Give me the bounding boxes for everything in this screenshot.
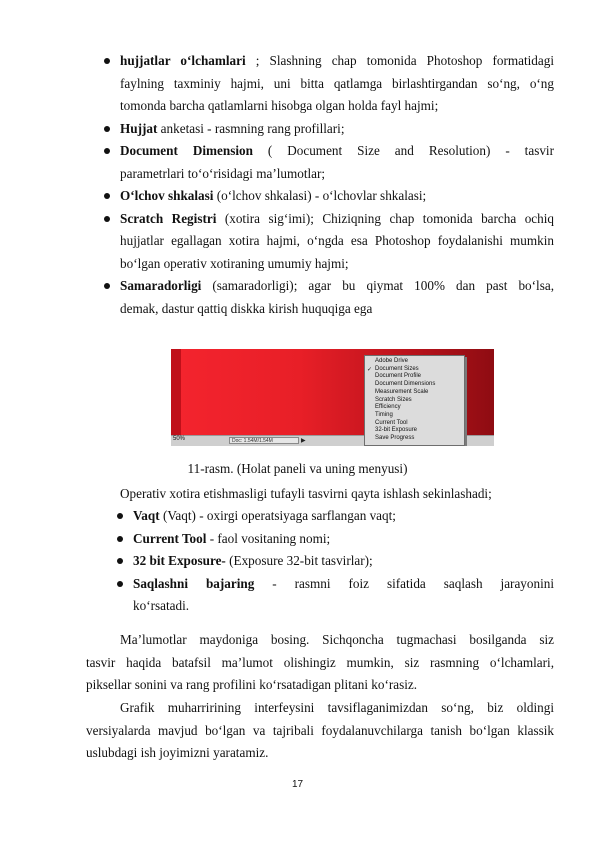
status-bar-screenshot (171, 349, 494, 446)
top-item-text: (xotira sig‘imi); Chiziqning chap tomonida barcha ochiq (216, 210, 554, 226)
bottom-item-text: (Exposure 32-bit tasvirlar); (225, 553, 373, 568)
bullet-dot (104, 58, 110, 64)
menu-item[interactable]: Measurement Scale (375, 388, 429, 395)
top-item-term: O‘lchov shkalasi (120, 188, 214, 203)
bullet-dot (117, 581, 123, 587)
top-item-line (120, 163, 554, 186)
bottom-item-line (133, 550, 554, 573)
bottom-item-term: 32 bit Exposure- (133, 553, 226, 568)
top-item-line (120, 275, 554, 298)
top-item-text: faylning taxminiy hajmi, uni bitta qatlamga birlashtirgandan so‘ng, o‘ng (120, 75, 554, 91)
bullet-dot (104, 148, 110, 154)
status-menu (364, 355, 465, 446)
top-item-term: Hujjat (120, 120, 158, 136)
page-number: 17 (291, 779, 304, 790)
zoom-level: 50% (173, 436, 186, 442)
bottom-item-text: ko‘rsatadi. (133, 598, 190, 613)
menu-item[interactable]: Adobe Drive (375, 358, 409, 364)
paragraph-line: uslubdagi ish joyimizni yaratamiz. (86, 745, 269, 760)
top-item-text: (samaradorligi); agar bu qiymat 100% dan past bo‘lsa, (201, 278, 554, 293)
bullet-dot (117, 536, 123, 542)
figure-caption: 11-rasm. (Holat paneli va uning menyusi) (187, 461, 408, 476)
menu-item[interactable]: Efficiency (375, 404, 401, 411)
top-item-text: ( Document Size and Resolution) - tasvir (252, 143, 554, 158)
top-item-line (120, 208, 554, 231)
top-item-text: (o‘lchov shkalasi) - o‘lchovlar shkalasi; (213, 188, 427, 203)
menu-item[interactable]: Current Tool (375, 419, 408, 426)
top-item-text: tomonda barcha qatlamlarni hisobga olgan holda fayl hajmi; (120, 98, 439, 113)
bullet-dot (104, 193, 110, 199)
paragraph-line: Grafik muharririning interfeysini tavsiflaganimizdan so‘ng, biz oldingi (120, 700, 554, 715)
top-item-term: Document Dimension (120, 143, 253, 158)
bottom-item-term: Vaqt (133, 508, 160, 523)
paragraph-line: piksellar sonini va rang profilini ko‘rsatadigan plitani ko‘rasiz. (86, 677, 418, 692)
arrow-icon: ▶ (301, 437, 306, 444)
top-item-line (120, 73, 554, 96)
menu-item[interactable]: Document Profile (375, 373, 422, 380)
bottom-item-text: - faol vositaning nomi; (206, 530, 331, 546)
bullet-dot (104, 126, 110, 132)
bottom-item-text: (Vaqt) - oxirgi operatsiyaga sarflangan vaqt; (159, 508, 396, 523)
top-item-line (120, 230, 554, 253)
top-item-text: hujjatlar egallagan xotira hajmi, o‘ngda esa Photoshop foydalanishi mumkin (120, 233, 554, 248)
menu-item[interactable]: Document Sizes (375, 365, 419, 372)
top-item-text: bo‘lgan operativ xotiraning umumiy hajmi; (120, 255, 349, 271)
bullet-dot (117, 513, 123, 519)
top-item-term: Samaradorligi (120, 278, 202, 293)
top-item-line (120, 185, 554, 208)
bullet-dot (104, 283, 110, 289)
top-item-text: parametrlari to‘o‘risidagi ma’lumotlar; (120, 165, 326, 181)
top-item-text: ; Slashning chap tomonida Photoshop formatidagi (245, 53, 555, 68)
doc-size-field: Doc: 1.54M/1.54M (229, 437, 299, 444)
top-item-text: demak, dastur qattiq diskka kirish huquqiga ega (120, 300, 373, 316)
bottom-item-line (133, 528, 554, 551)
check-icon: ✓ (367, 365, 373, 373)
bullet-dot (104, 216, 110, 222)
menu-item[interactable]: Scratch Sizes (375, 396, 412, 403)
paragraph-line: versiyalarda mavjud bo‘lgan va tajribali foydalanuvchilarga tanish bo‘lgan klassik (86, 722, 554, 738)
menu-item[interactable]: Timing (375, 411, 393, 418)
bottom-item-line (133, 573, 554, 596)
paragraph-line: Ma’lumotlar maydoniga bosing. Sichqoncha tugmachasi bosilganda siz (120, 632, 554, 647)
top-item-term: hujjatlar o‘lchamlari (120, 53, 246, 68)
menu-item[interactable]: 32-bit Exposure (375, 427, 418, 434)
top-item-line (120, 95, 554, 118)
top-item-text: anketasi - rasmning rang profillari; (157, 120, 345, 136)
menu-item[interactable]: Document Dimensions (375, 381, 436, 388)
menu-item[interactable]: Save Progress (375, 435, 415, 441)
top-item-line (120, 118, 554, 141)
bottom-item-line (133, 595, 554, 618)
top-item-line (120, 140, 554, 163)
bullet-dot (117, 558, 123, 564)
bottom-item-term: Current Tool (133, 530, 207, 546)
top-item-term: Scratch Registri (120, 210, 217, 226)
top-item-line (120, 298, 554, 321)
bottom-item-term: Saqlashni bajaring (133, 575, 255, 591)
paragraph-line: tasvir haqida batafsil ma’lumot olishingiz mumkin, siz rasmning o‘lchamlari, (86, 654, 554, 670)
top-item-line (120, 50, 554, 73)
top-item-line (120, 253, 554, 276)
intro-line: Operativ xotira etishmasligi tufayli tasvirni qayta ishlash sekinlashadi; (120, 486, 492, 501)
bottom-item-line (133, 505, 554, 528)
bottom-item-text: - rasmni foiz sifatida saqlash jarayonini (254, 575, 555, 591)
